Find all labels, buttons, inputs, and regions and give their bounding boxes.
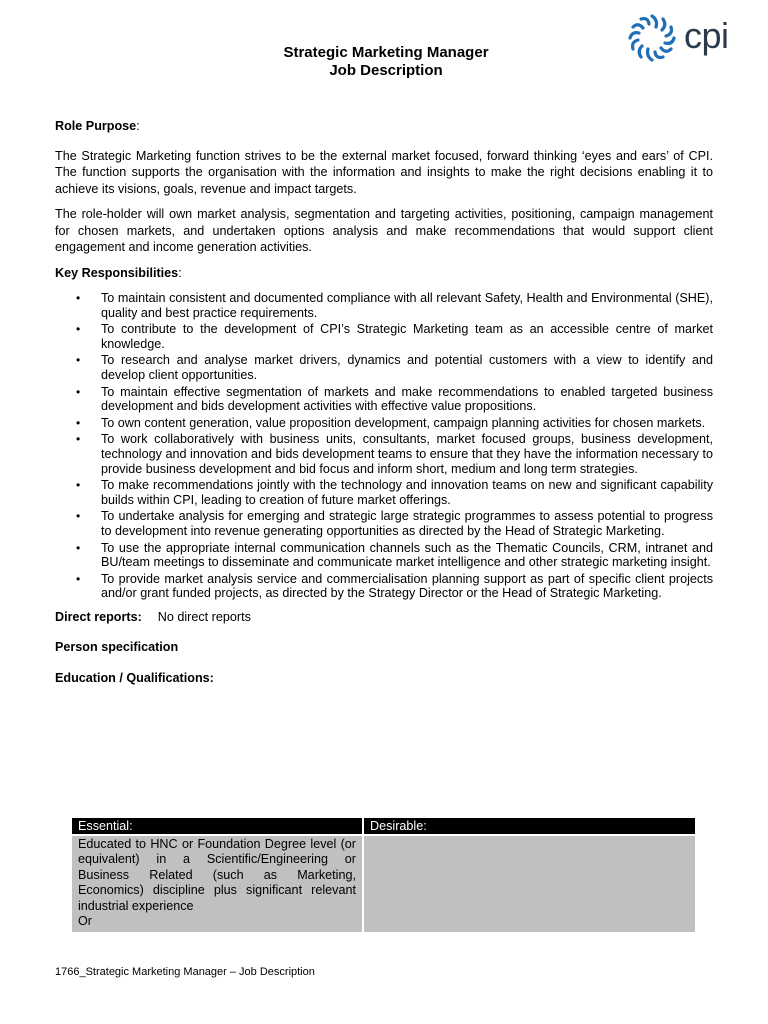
essential-text: Educated to HNC or Foundation Degree level (or equivalent) in a Scientific/Engineering or Business Related (such as Marketing, Economics) discipline plus significant relevant industrial experience bbox=[78, 837, 356, 913]
bullet-icon: • bbox=[76, 322, 81, 337]
column-header-desirable: Desirable: bbox=[363, 818, 696, 835]
education-heading: Education / Qualifications: bbox=[55, 670, 214, 685]
logo-text: cpi bbox=[684, 15, 729, 56]
bullet-icon: • bbox=[76, 509, 81, 524]
list-item: • To contribute to the development of CPI’s Strategic Marketing team as an accessible centre of market knowledge. bbox=[76, 322, 713, 351]
footer: 1766_Strategic Marketing Manager – Job Description bbox=[55, 966, 315, 978]
bullet-icon: • bbox=[76, 415, 81, 430]
bullet-icon: • bbox=[76, 540, 81, 555]
list-item: • To provide market analysis service and commercialisation planning support as part of specific client projects and/or grant funded projects, as directed by the Strategy Director or the Head of Strategic Marketing. bbox=[76, 571, 713, 601]
role-purpose-paragraph-1: The Strategic Marketing function strives to be the external market focused, forward thinking ‘eyes and ears’ of CPI. The function supports the organisation with the information and insights to make the right decisions enabling it to achieve its visions, goals, revenue and impact targets. bbox=[55, 148, 713, 196]
bullet-icon: • bbox=[76, 478, 81, 493]
responsibilities-list bbox=[55, 291, 713, 601]
bullet-icon: • bbox=[76, 291, 81, 305]
column-header-essential: Essential: bbox=[72, 818, 363, 835]
person-spec-heading: Person specification bbox=[55, 640, 179, 655]
bullet-icon: • bbox=[76, 432, 81, 447]
role-purpose-heading: Role Purpose: bbox=[55, 119, 140, 133]
key-responsibilities-heading: Key Responsibilities: bbox=[55, 265, 182, 280]
essential-cell bbox=[72, 835, 363, 932]
role-purpose-paragraph-2: The role-holder will own market analysis, segmentation and targeting activities, positioning, campaign management for chosen markets, and undertaken options analysis and make recommendations that would support client engagement and income generation activities. bbox=[55, 207, 713, 254]
job-title: Strategic Marketing Manager bbox=[283, 44, 489, 61]
table-row bbox=[72, 835, 696, 932]
bullet-icon: • bbox=[76, 384, 81, 399]
bullet-icon: • bbox=[76, 353, 81, 368]
list-item: • To undertake analysis for emerging and strategic large strategic programmes to assess potential to progress to development into revenue generating opportunities as directed by the Head of Strategic Marketing. bbox=[76, 509, 713, 538]
desirable-cell bbox=[363, 835, 696, 932]
direct-reports-label: Direct reports: bbox=[55, 609, 142, 624]
list-item: • To own content generation, value proposition development, campaign planning activities for chosen markets. bbox=[76, 415, 706, 430]
list-item: • To work collaboratively with business units, consultants, market focused groups, business development, technology and innovation and bids development teams to ensure that they have the information necessary to provide business development and bid focus and inform short, medium and long term strategies. bbox=[76, 432, 713, 476]
qualifications-table bbox=[72, 818, 697, 932]
document-type: Job Description bbox=[329, 62, 443, 79]
list-item: • To make recommendations jointly with the technology and innovation teams on new and significant capability builds within CPI, leading to creation of future market offerings. bbox=[76, 478, 713, 507]
direct-reports bbox=[55, 609, 713, 626]
document-body bbox=[55, 118, 713, 686]
list-item: • To research and analyse market drivers, dynamics and potential customers with a view to identify and develop client opportunities. bbox=[76, 353, 713, 382]
bullet-icon: • bbox=[76, 571, 81, 586]
list-item: • To maintain consistent and documented compliance with all relevant Safety, Health and Environmental (SHE), quality and best practice requirements. bbox=[76, 291, 713, 320]
page-title bbox=[0, 44, 768, 80]
essential-or: Or bbox=[78, 914, 92, 929]
list-item: • To use the appropriate internal communication channels such as the Thematic Councils, CRM, intranet and BU/team meetings to disseminate and communicate market intelligence and other strategic marketing insight. bbox=[76, 540, 713, 570]
list-item: • To maintain effective segmentation of markets and make recommendations to enabled targeted business development and bids development activities with effective value propositions. bbox=[76, 384, 713, 414]
direct-reports-value: No direct reports bbox=[157, 609, 251, 624]
